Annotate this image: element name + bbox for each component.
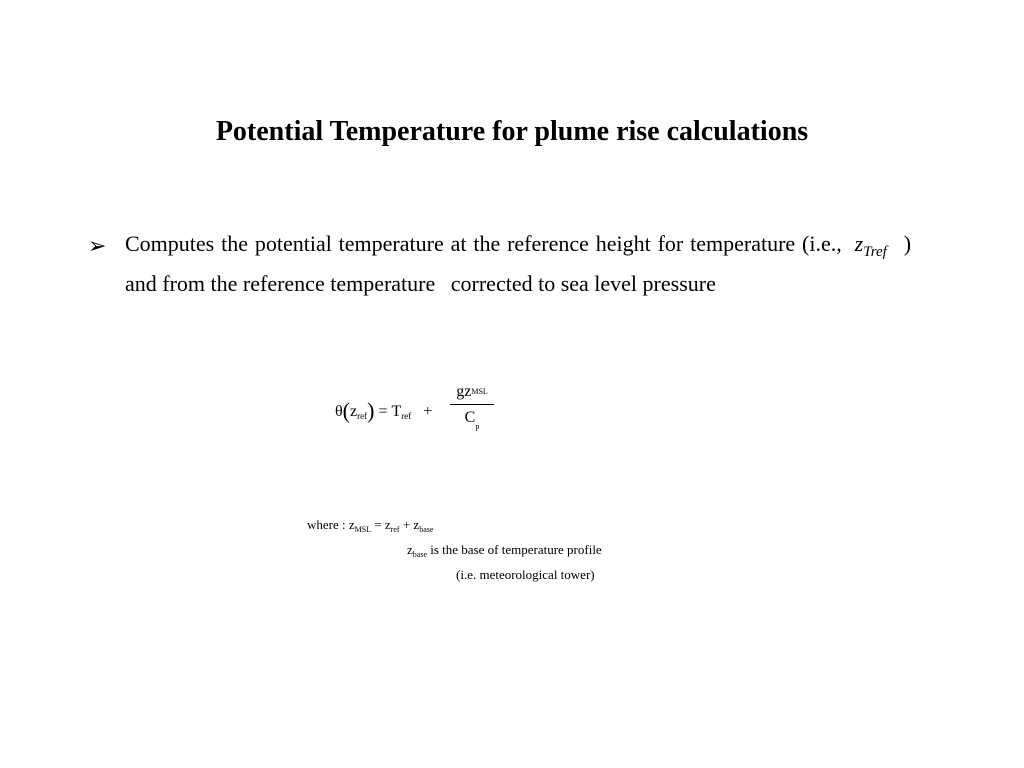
zbase-z: z	[407, 542, 413, 557]
eq-denominator-sub: p	[475, 422, 480, 431]
bullet-text-part3: corrected to sea level pressure	[450, 271, 716, 296]
bullet-text	[125, 228, 911, 299]
inline-variable-ztref	[854, 231, 887, 260]
eq-T-sub: ref	[401, 411, 412, 421]
eq-denominator: C	[464, 409, 476, 426]
zbase-sub: base	[412, 550, 427, 559]
equation-lhs	[335, 398, 432, 424]
eq-z: z	[350, 403, 358, 420]
inline-variable-z: z	[854, 231, 864, 256]
inline-variable-sub: Tref	[863, 244, 887, 260]
fraction-denominator	[450, 408, 494, 437]
where-line-1	[307, 517, 433, 534]
bullet-arrow-icon: ➢	[88, 233, 107, 258]
zbase-description: is the base of temperature profile	[430, 542, 602, 557]
eq-z-sub: ref	[357, 411, 368, 421]
bullet-text-part1: Computes the potential temperature at the reference height for temperature (i.e.,	[125, 231, 842, 256]
eq-theta: θ	[335, 403, 343, 420]
slide-title: Potential Temperature for plume rise calculations	[215, 116, 809, 147]
where-plus-z: + z	[402, 517, 420, 532]
potential-temperature-equation	[335, 382, 535, 442]
bullet-text-part2: ) and from the reference temperature	[125, 231, 912, 296]
eq-close-paren: )	[367, 398, 375, 423]
where-line-3: (i.e. meteorological tower)	[456, 567, 595, 582]
equation-fraction	[450, 382, 494, 437]
eq-numerator: gz	[456, 383, 472, 400]
where-sub-base: base	[419, 525, 434, 534]
eq-equals: =	[378, 403, 388, 420]
eq-T: T	[391, 403, 402, 420]
fraction-bar	[450, 404, 494, 405]
where-sub-msl: MSL	[354, 525, 372, 534]
where-line-2	[407, 542, 602, 559]
fraction-numerator	[450, 382, 494, 402]
eq-numerator-sub: MSL	[471, 387, 488, 396]
eq-plus: +	[423, 403, 433, 420]
where-prefix: where : z	[307, 517, 355, 532]
where-equals-z: = z	[374, 517, 391, 532]
eq-open-paren: (	[342, 398, 350, 423]
where-sub-ref: ref	[390, 525, 400, 534]
